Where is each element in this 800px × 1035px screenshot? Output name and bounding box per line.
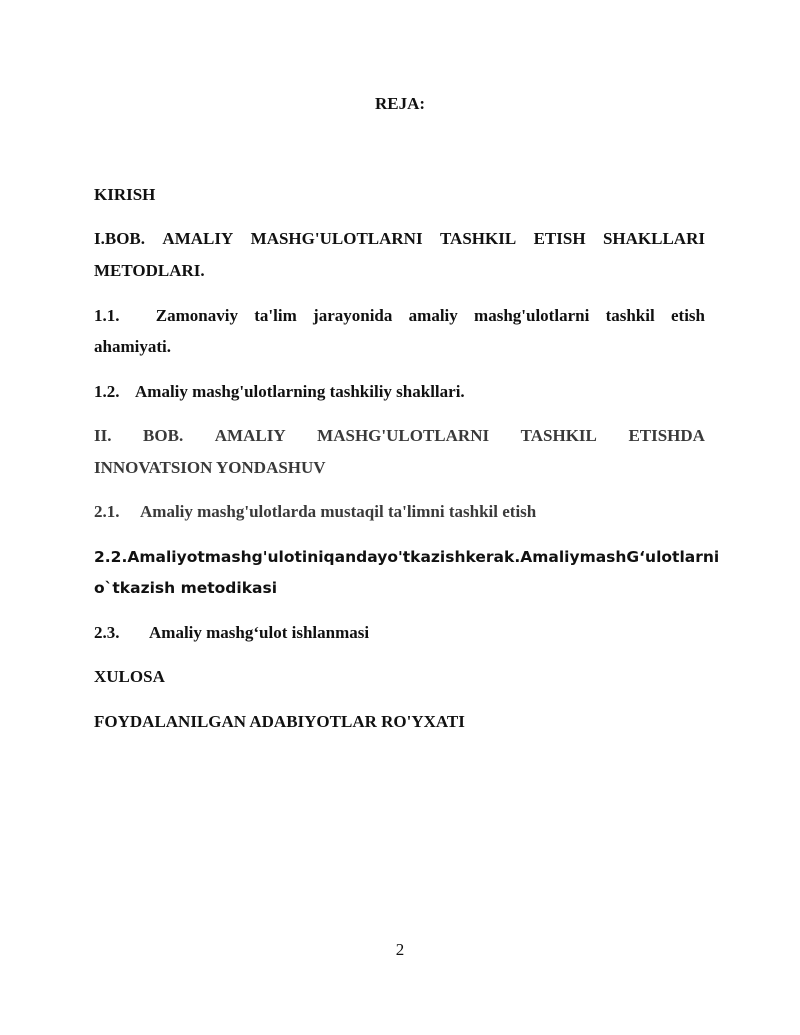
toc-section-number: 2.3. [94,623,120,642]
toc-chapter1-word: I.BOB. [94,229,146,248]
toc-references: FOYDALANILGAN ADABIYOTLAR RO'YXATI [94,712,465,731]
toc-chapter2-word: TASHKIL [520,426,597,445]
toc-chapter2-line1 [94,420,705,452]
toc-section-2-2-line1 [94,541,720,573]
page-number: 2 [395,940,405,959]
toc-section-1-1-line1 [94,300,705,332]
toc-chapter1-word: ETISH [533,229,586,248]
toc-chapter1-word: MASHG'ULOTLARNI [250,229,423,248]
toc-chapter2-word: ETISHDA [628,426,705,445]
toc-section-number: 2.1. [94,502,120,521]
toc-section-text: Amaliy mashg'ulotlarda mustaqil ta'limni tashkil etish [140,502,537,521]
toc-section-2-2-word: 2.2. [94,548,128,566]
toc-chapter2-word: AMALIY [214,426,286,445]
toc-chapter1-word: AMALIY [162,229,234,248]
toc-section-1-1-word: mashg'ulotlarni [474,306,590,325]
toc-section-number: 1.2. [94,382,120,401]
toc-section-1-1-word: ta'lim [254,306,297,325]
toc-section-2-2-word: mashG‘ulotlarni [579,548,720,566]
toc-section-2-3 [94,617,705,649]
toc-section-2-2-word: Amaliy [520,548,580,566]
toc-chapter1-line2: METODLARI. [94,261,205,280]
toc-conclusion: XULOSA [94,667,165,686]
toc-section-1-1-word: tashkil [605,306,655,325]
page-title: REJA: [374,94,426,113]
toc-chapter2-line2: INNOVATSION YONDASHUV [94,458,326,477]
toc-chapter2-word: II. [94,426,112,445]
toc-section-2-1 [94,496,705,528]
toc-section-text: Amaliy mashg'ulotlarning tashkiliy shakllari. [135,382,465,401]
toc-section-1-1-line2: ahamiyati. [94,337,171,356]
toc-section-2-2-line2: o`tkazish metodikasi [94,579,278,597]
toc-section-1-1-word: Zamonaviy [155,306,238,325]
toc-section-1-1-word: etish [671,306,705,325]
toc-section-2-2-word: kerak. [465,548,521,566]
toc-section-2-2-word: qanday [323,548,388,566]
toc-section-2-2-word: o'tkazish [387,548,466,566]
toc-section-number: 1.1. [94,306,120,325]
toc-chapter1-word: TASHKIL [439,229,517,248]
toc-chapter1-word: SHAKLLARI [602,229,705,248]
toc-chapter1-line1 [94,223,705,255]
toc-section-2-2-word: Amaliyot [127,548,205,566]
toc-section-text: Amaliy mashg‘ulot ishlanmasi [149,623,370,642]
toc-chapter2-word: MASHG'ULOTLARNI [317,426,490,445]
toc-intro: KIRISH [94,185,156,204]
toc-chapter2-word: BOB. [143,426,184,445]
toc-section-2-2-word: mashg'ulotini [204,548,324,566]
toc-section-1-1-word: amaliy [408,306,458,325]
toc-section-1-2 [94,376,705,408]
toc-section-1-1-word: jarayonida [313,306,393,325]
